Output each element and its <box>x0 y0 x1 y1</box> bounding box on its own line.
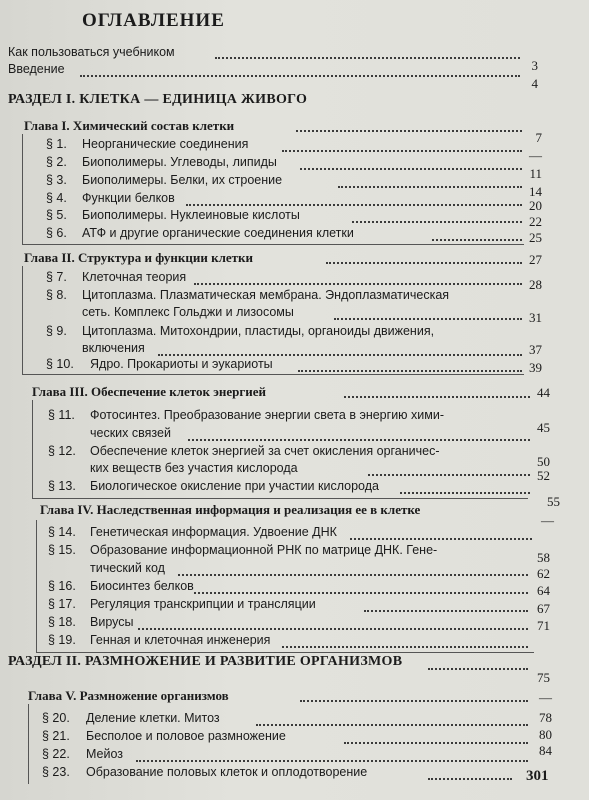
bracket <box>28 704 29 784</box>
bracket <box>22 266 23 374</box>
section-title: Мейоз <box>86 747 124 761</box>
section-number: § 20. <box>42 711 70 725</box>
section-title-cont: тический код <box>90 561 165 575</box>
part-page: 75 <box>537 670 550 685</box>
section-number: § 1. <box>46 137 67 151</box>
chapter-title: Глава I. Химический состав клетки <box>24 118 235 133</box>
leader-dots <box>364 610 528 612</box>
leader-dots <box>350 538 532 540</box>
leader-dots <box>194 592 528 594</box>
page-number: 301 <box>526 768 549 784</box>
leader-dots <box>136 760 528 762</box>
section-page: 11 <box>529 166 542 181</box>
section-number: § 21. <box>42 729 70 743</box>
section-number: § 23. <box>42 765 70 779</box>
leader-dots <box>186 204 522 206</box>
section-page: 28 <box>529 277 542 292</box>
leader-dots <box>300 168 522 170</box>
section-title: Генная и клеточная инженерия <box>90 633 271 647</box>
leader-dots <box>300 700 528 702</box>
bracket <box>22 134 23 244</box>
section-number: § 2. <box>46 155 67 169</box>
section-page: 31 <box>529 310 542 325</box>
leader-dots <box>344 742 528 744</box>
section-number: § 16. <box>48 579 76 593</box>
section-title: Образование информационной РНК по матрице ДНК. Гене- <box>90 543 438 557</box>
part-title: РАЗДЕЛ I. КЛЕТКА — ЕДИНИЦА ЖИВОГО <box>8 92 308 107</box>
chapter-page: 55 <box>547 494 560 509</box>
toc-entry-label: Как пользоваться учебником <box>8 45 175 59</box>
section-page: 58 <box>537 550 550 565</box>
section-number: § 11. <box>48 408 75 422</box>
leader-dots <box>352 221 522 223</box>
leader-dots <box>138 628 528 630</box>
section-title: Образование половых клеток и оплодотворение <box>86 765 368 779</box>
section-title-cont: сеть. Комплекс Гольджи и лизосомы <box>82 305 294 319</box>
section-number: § 19. <box>48 633 76 647</box>
section-title: Деление клетки. Митоз <box>86 711 220 725</box>
toc-entry-page: 4 <box>531 76 538 91</box>
section-number: § 14. <box>48 525 76 539</box>
section-title-cont: ких веществ без участия кислорода <box>90 461 298 475</box>
page-title: ОГЛАВЛЕНИЕ <box>82 10 225 31</box>
bracket <box>36 520 37 652</box>
section-title: Ядро. Прокариоты и эукариоты <box>90 357 273 371</box>
section-number: § 18. <box>48 615 76 629</box>
section-page: 39 <box>529 360 542 375</box>
leader-dots <box>334 318 522 320</box>
leader-dots <box>298 370 522 372</box>
section-page: 64 <box>537 583 550 598</box>
section-page: 78 <box>539 710 552 725</box>
section-number: § 22. <box>42 747 70 761</box>
section-number: § 17. <box>48 597 76 611</box>
chapter-title: Глава II. Структура и функции клетки <box>24 250 254 265</box>
leader-dots <box>432 239 522 241</box>
section-page: 14 <box>529 184 542 199</box>
section-title-cont: включения <box>82 341 145 355</box>
section-title: Цитоплазма. Митохондрии, пластиды, органоиды движения, <box>82 324 435 338</box>
leader-dots <box>178 574 528 576</box>
chapter-title: Глава V. Размножение организмов <box>28 688 229 703</box>
section-title: Фотосинтез. Преобразование энергии света в энергию хими- <box>90 408 444 422</box>
section-page: 50 <box>537 454 550 469</box>
section-title: Биополимеры. Углеводы, липиды <box>82 155 277 169</box>
section-title: Биологическое окисление при участии кислорода <box>90 479 379 493</box>
leader-dots <box>282 150 522 152</box>
section-title: Биополимеры. Белки, их строение <box>82 173 283 187</box>
section-page: 22 <box>529 214 542 229</box>
section-title: Вирусы <box>90 615 134 629</box>
leader-dots <box>188 439 530 441</box>
section-page: 37 <box>529 342 542 357</box>
section-page: — <box>529 148 542 163</box>
section-number: § 10. <box>46 357 74 371</box>
section-title-cont: ческих связей <box>90 426 171 440</box>
leader-dots <box>428 778 512 780</box>
bracket <box>32 498 528 499</box>
section-number: § 5. <box>46 208 67 222</box>
section-page: 25 <box>529 230 542 245</box>
section-title: Бесполое и половое размножение <box>86 729 286 743</box>
section-number: § 12. <box>48 444 76 458</box>
toc-entry-page: 3 <box>531 58 538 73</box>
section-title: Биосинтез белков <box>90 579 194 593</box>
section-title: Генетическая информация. Удвоение ДНК <box>90 525 337 539</box>
section-title: Биополимеры. Нуклеиновые кислоты <box>82 208 300 222</box>
section-page: 20 <box>529 198 542 213</box>
part-title: РАЗДЕЛ II. РАЗМНОЖЕНИЕ И РАЗВИТИЕ ОРГАНИЗМОВ <box>8 654 403 669</box>
section-page: 67 <box>537 601 550 616</box>
section-title: Цитоплазма. Плазматическая мембрана. Эндоплазматическая <box>82 288 450 302</box>
leader-dots <box>215 57 520 59</box>
leader-dots <box>256 724 528 726</box>
section-number: § 9. <box>46 324 67 338</box>
section-number: § 3. <box>46 173 67 187</box>
section-number: § 4. <box>46 191 67 205</box>
section-page: 71 <box>537 618 550 633</box>
chapter-title: Глава III. Обеспечение клеток энергией <box>32 384 266 399</box>
chapter-page: 7 <box>535 130 542 145</box>
section-title: Обеспечение клеток энергией за счет окисления органичес- <box>90 444 440 458</box>
section-page: 45 <box>537 420 550 435</box>
bracket <box>36 652 534 653</box>
section-page: 80 <box>539 727 552 742</box>
section-title: Функции белков <box>82 191 175 205</box>
leader-dots <box>344 396 530 398</box>
leader-dots <box>428 668 528 670</box>
leader-dots <box>158 354 522 356</box>
section-page: — <box>541 513 554 528</box>
leader-dots <box>194 283 522 285</box>
leader-dots <box>282 646 528 648</box>
section-number: § 8. <box>46 288 67 302</box>
chapter-page: 44 <box>537 385 550 400</box>
leader-dots <box>296 130 522 132</box>
chapter-page: — <box>539 690 552 705</box>
leader-dots <box>326 262 522 264</box>
chapter-title: Глава IV. Наследственная информация и реализация ее в клетке <box>40 502 421 517</box>
leader-dots <box>338 186 522 188</box>
toc-entry-label: Введение <box>8 62 65 76</box>
section-title: Регуляция транскрипции и трансляции <box>90 597 316 611</box>
section-number: § 7. <box>46 270 67 284</box>
bracket <box>32 400 33 498</box>
section-number: § 6. <box>46 226 67 240</box>
section-title: АТФ и другие органические соединения клетки <box>82 226 354 240</box>
leader-dots <box>400 492 530 494</box>
section-page: 52 <box>537 468 550 483</box>
chapter-page: 27 <box>529 252 542 267</box>
section-number: § 13. <box>48 479 76 493</box>
section-title: Неорганические соединения <box>82 137 249 151</box>
section-page: 62 <box>537 566 550 581</box>
leader-dots <box>80 75 520 77</box>
section-title: Клеточная теория <box>82 270 187 284</box>
section-number: § 15. <box>48 543 76 557</box>
bracket <box>22 374 524 375</box>
leader-dots <box>368 474 530 476</box>
section-page: 84 <box>539 743 552 758</box>
bracket <box>22 244 524 245</box>
